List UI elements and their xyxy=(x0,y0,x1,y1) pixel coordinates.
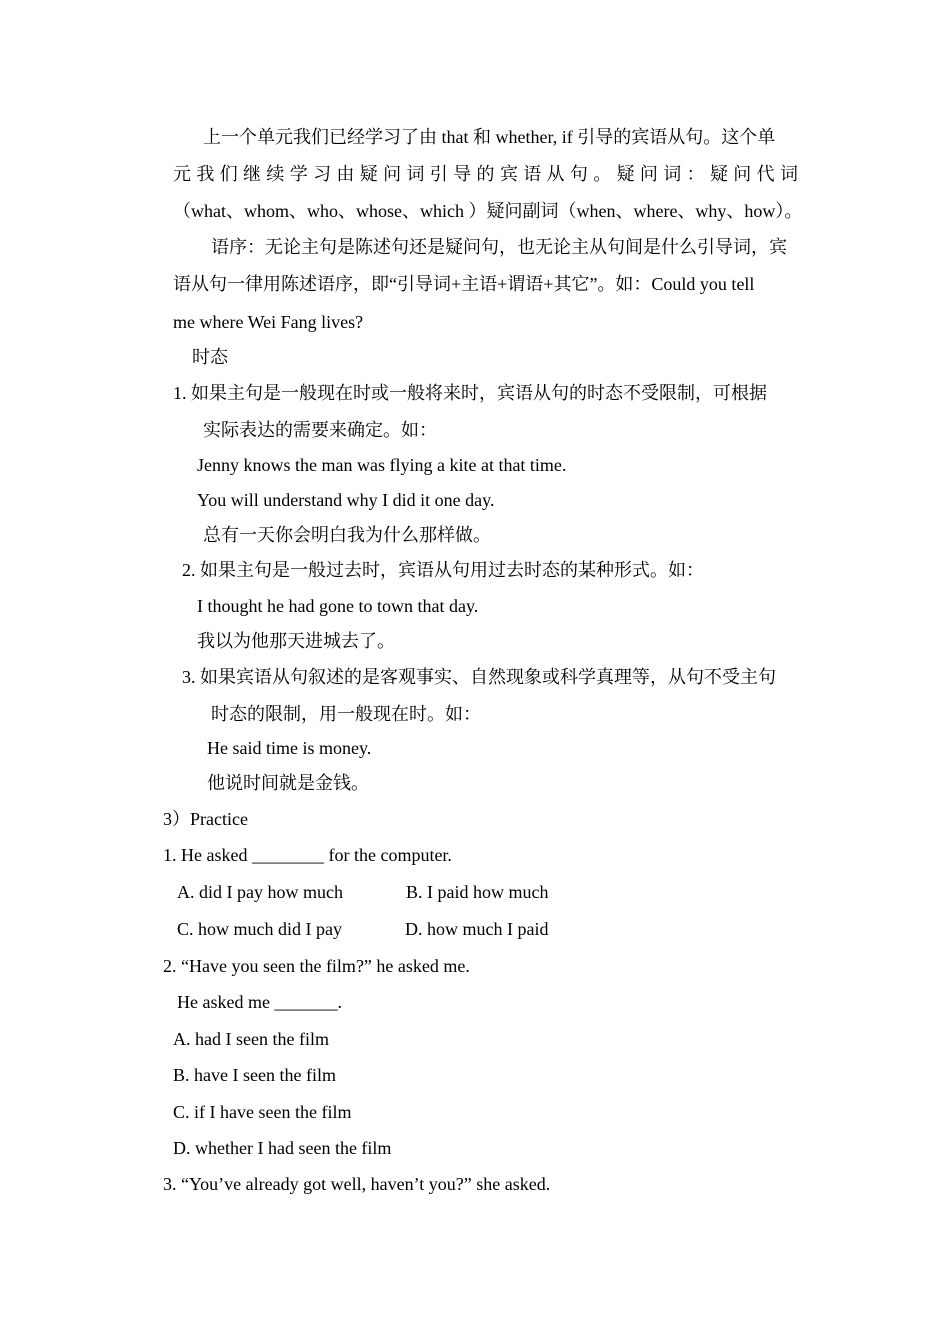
tense-rule-2-translation: 我以为他那天进城去了。 xyxy=(197,631,395,651)
intro-line-3: （what、whom、who、whose、which ）疑问副词（when、where、why、how）。 xyxy=(173,201,803,221)
question-1-option-c: C. how much did I pay xyxy=(177,919,342,939)
question-1-option-b: B. I paid how much xyxy=(406,882,549,902)
tense-rule-3-translation: 他说时间就是金钱。 xyxy=(207,773,369,793)
tense-rule-3-line-1: 3. 如果宾语从句叙述的是客观事实、自然现象或科学真理等，从句不受主句 xyxy=(182,667,776,687)
question-2-option-d: D. whether I had seen the film xyxy=(173,1138,392,1158)
tense-rule-2-line-1: 2. 如果主句是一般过去时，宾语从句用过去时态的某种形式。如： xyxy=(182,560,704,580)
question-2-option-c: C. if I have seen the film xyxy=(173,1102,352,1122)
question-1-option-a: A. did I pay how much xyxy=(177,882,343,902)
tense-rule-3-line-2: 时态的限制，用一般现在时。如： xyxy=(211,704,481,724)
tense-rule-1-example-2: You will understand why I did it one day. xyxy=(197,490,495,510)
tense-rule-1-line-1: 1. 如果主句是一般现在时或一般将来时，宾语从句的时态不受限制，可根据 xyxy=(173,383,767,403)
intro-line-2: 元我们继续学习由疑问词引导的宾语从句。疑问词：疑问代词 xyxy=(173,164,798,184)
word-order-line-3: me where Wei Fang lives? xyxy=(173,312,364,332)
question-2-blank: He asked me _______. xyxy=(177,992,342,1012)
word-order-line-1: 语序：无论主句是陈述句还是疑问句，也无论主从句间是什么引导词，宾 xyxy=(211,237,787,257)
tense-rule-2-example: I thought he had gone to town that day. xyxy=(197,596,479,616)
tense-rule-3-example: He said time is money. xyxy=(207,738,372,758)
word-order-line-2: 语从句一律用陈述语序，即“引导词+主语+谓语+其它”。如：Could you tell xyxy=(173,274,755,294)
question-1-option-d: D. how much I paid xyxy=(405,919,549,939)
question-1-stem: 1. He asked ________ for the computer. xyxy=(163,845,452,865)
tense-heading: 时态 xyxy=(192,347,228,367)
practice-heading: 3）Practice xyxy=(163,809,248,829)
tense-rule-1-line-2: 实际表达的需要来确定。如： xyxy=(203,420,437,440)
question-2-stem: 2. “Have you seen the film?” he asked me. xyxy=(163,956,470,976)
intro-line-1: 上一个单元我们已经学习了由 that 和 whether, if 引导的宾语从句。这个单 xyxy=(203,127,776,147)
tense-rule-1-translation-2: 总有一天你会明白我为什么那样做。 xyxy=(203,525,491,545)
question-2-option-b: B. have I seen the film xyxy=(173,1065,336,1085)
tense-rule-1-example-1: Jenny knows the man was flying a kite at that time. xyxy=(197,455,567,475)
question-3-stem: 3. “You’ve already got well, haven’t you?” she asked. xyxy=(163,1174,551,1194)
question-2-option-a: A. had I seen the film xyxy=(173,1029,329,1049)
